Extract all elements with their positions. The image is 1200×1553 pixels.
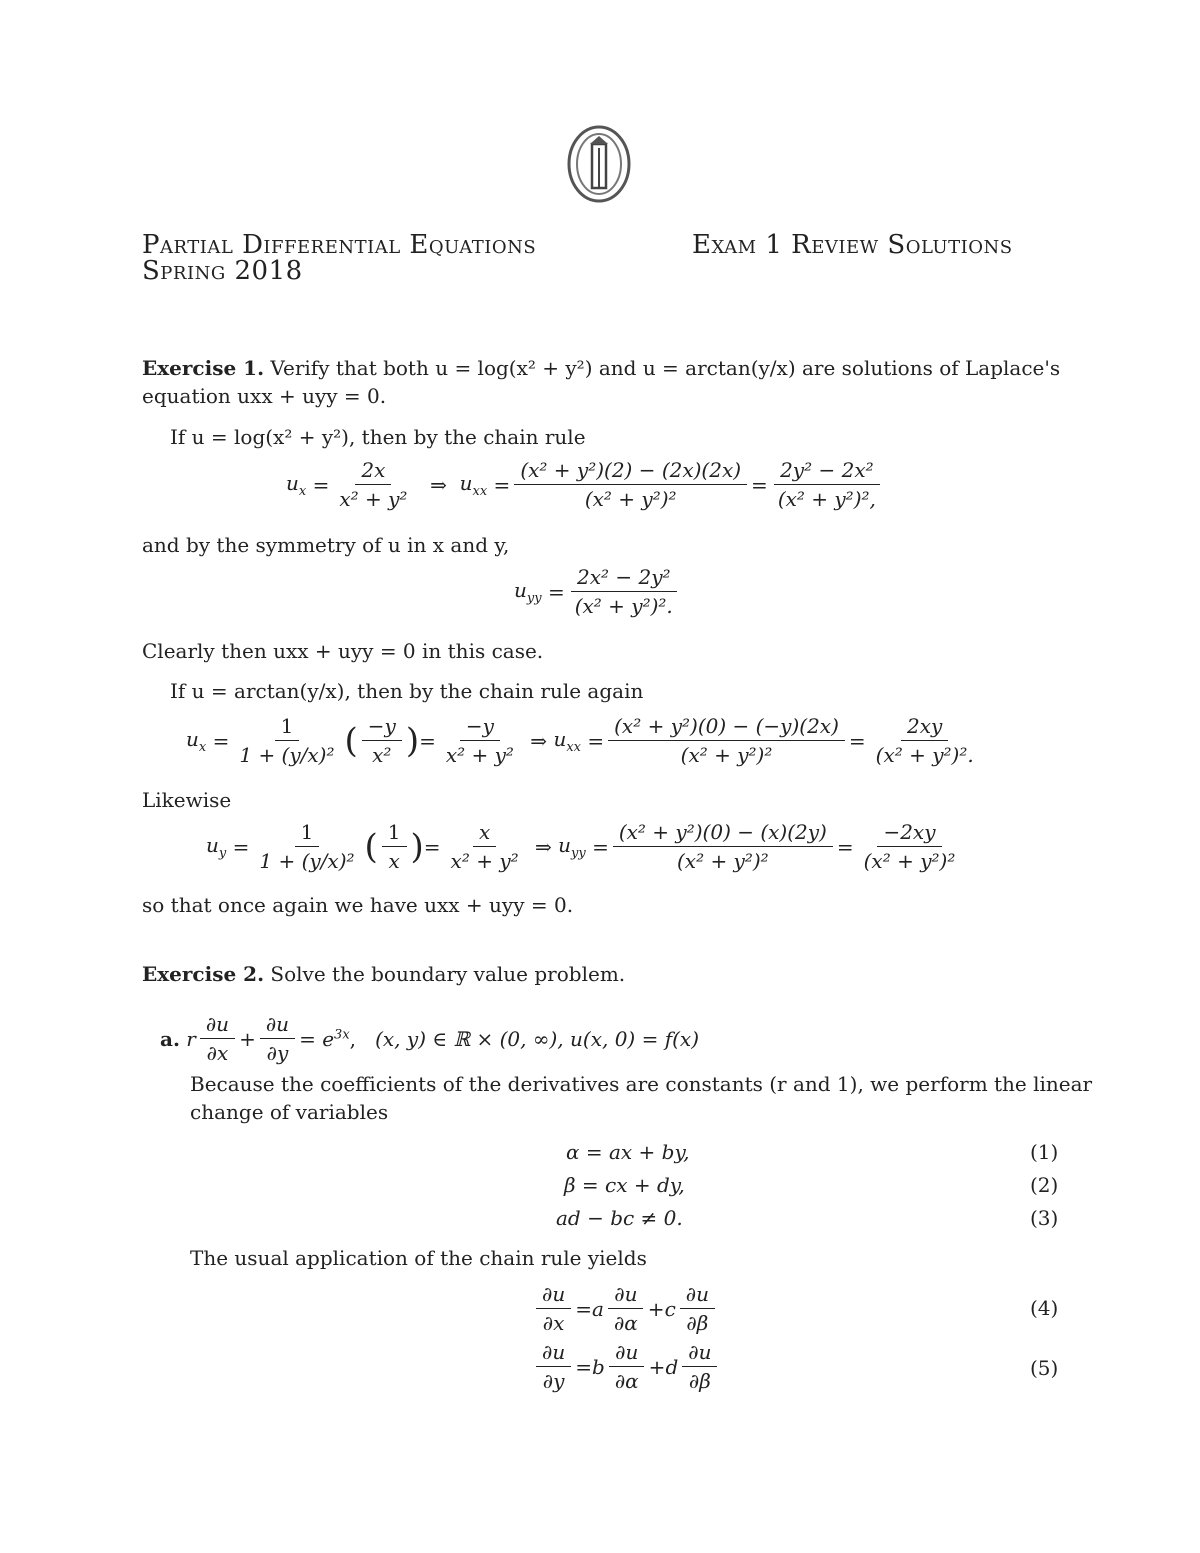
- equation-number-4: (4): [1030, 1296, 1059, 1320]
- part-a-equation: a. r $\frac{\partial u}{\partial x}$ + $\frac{\partial u}{\partial y}$ = $e^{3x}$ , (x, y) ∈ ℝ × (0, ∞), u(x, 0) = f(x): [160, 1012, 699, 1065]
- university-seal-logo: [566, 124, 632, 204]
- equation-2: β = cx + dy,: [564, 1173, 685, 1197]
- equation-arctan-uy: $u_y$ = $\frac{1}{\text{1 + (y/x)²}}$ ( $\frac{1}{x}$ ) = $\frac{x}{\text{x² + y²}}$ ⇒ $u_{yy}$ = $\frac{\text{(x² + y²)(0) − (x)(2y)}}{\text{(x² + y²)²}}$ = $\frac{-2xy}{\text{(x² + y²)²}}$: [206, 820, 956, 873]
- equation-number-1: (1): [1030, 1140, 1059, 1164]
- because-text-cont: change of variables: [190, 1100, 389, 1124]
- equation-uyy: $u_{yy}$ = $\frac{\text{2x² − 2y²}}{\text{(x² + y²)².}}$: [514, 565, 683, 618]
- part-a-label: a.: [160, 1026, 180, 1051]
- likewise-text: Likewise: [142, 788, 232, 812]
- equation-5: $\frac{\partial u}{\partial y}$ = b $\frac{\partial u}{\partial\alpha}$ + d $\frac{\partial u}{\partial\beta}$: [532, 1340, 721, 1393]
- equation-number-5: (5): [1030, 1356, 1059, 1380]
- exercise-1-statement-cont: equation uxx + uyy = 0.: [142, 384, 387, 408]
- equation-arctan-ux: $u_x$ = $\frac{1}{\text{1 + (y/x)²}}$ ( $\frac{-y}{\text{x²}}$ ) = $\frac{-y}{\text{x² + y²}}$ ⇒ $u_{xx}$ = $\frac{\text{(x² + y²)(0) − (−y)(2x)}}{\text{(x² + y²)²}}$ = $\frac{2xy}{\text{(x² + y²)².}}$: [186, 714, 974, 767]
- usual-text: The usual application of the chain rule yields: [190, 1246, 647, 1270]
- clearly-text: Clearly then uxx + uyy = 0 in this case.: [142, 639, 544, 663]
- exercise-2-label: Exercise 2.: [142, 962, 265, 986]
- exercise-2-text: Solve the boundary value problem.: [270, 962, 626, 986]
- equation-ux-uxx: $u_x$ = $\frac{2x}{\text{x² + y²}}$ ⇒ $u_{xx}$ = $\frac{\text{(x² + y²)(2) − (2x)(2x)}}{\text{(x² + y²)²}}$ = $\frac{\text{2y² − 2x²}}{\text{(x² + y²)²,}}$: [286, 458, 886, 511]
- because-text: Because the coefficients of the derivatives are constants (r and 1), we perform the linear: [190, 1072, 1093, 1096]
- case1-intro: If u = log(x² + y²), then by the chain rule: [170, 425, 586, 449]
- frac-ux: $\frac{2x}{\text{x² + y²}}$: [339, 458, 408, 511]
- conclusion-text: so that once again we have uxx + uyy = 0.: [142, 893, 574, 917]
- course-title: Partial Differential Equations: [142, 230, 537, 260]
- equation-4: $\frac{\partial u}{\partial x}$ = a $\frac{\partial u}{\partial\alpha}$ + c $\frac{\partial u}{\partial\beta}$: [532, 1282, 719, 1335]
- exercise-2-statement: [142, 960, 625, 988]
- exercise-1-statement: [142, 354, 1060, 382]
- equation-3: ad − bc ≠ 0.: [556, 1206, 683, 1230]
- term: Spring 2018: [142, 256, 303, 286]
- part-a-conditions: (x, y) ∈ ℝ × (0, ∞), u(x, 0) = f(x): [375, 1026, 699, 1051]
- equation-number-3: (3): [1030, 1206, 1059, 1230]
- case2-intro: If u = arctan(y/x), then by the chain rule again: [170, 679, 644, 703]
- exercise-1-label: Exercise 1.: [142, 356, 265, 380]
- equation-1: α = ax + by,: [566, 1140, 690, 1164]
- doc-title: Exam 1 Review Solutions: [692, 230, 1013, 260]
- frac-uxx-result: $\frac{\text{2y² − 2x²}}{\text{(x² + y²)²,}}$: [772, 458, 882, 511]
- exercise-1-text: Verify that both u = log(x² + y²) and u = arctan(y/x) are solutions of Laplace's: [270, 356, 1061, 380]
- equation-number-2: (2): [1030, 1173, 1059, 1197]
- symmetry-text: and by the symmetry of u in x and y,: [142, 533, 510, 557]
- frac-uxx: $\frac{\text{(x² + y²)(2) − (2x)(2x)}}{\text{(x² + y²)²}}$: [514, 458, 747, 511]
